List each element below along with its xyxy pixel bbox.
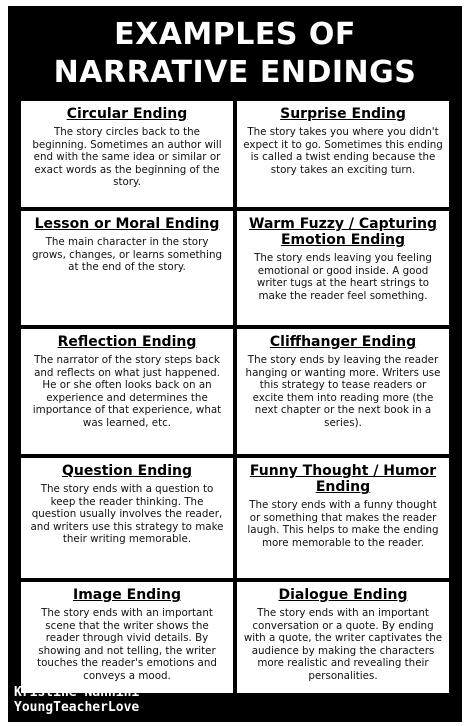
- author-brand: YoungTeacherLove: [14, 700, 140, 715]
- ending-card-image: [21, 582, 233, 693]
- author-credit: [14, 685, 139, 715]
- ending-heading: Cliffhanger Ending: [269, 334, 417, 350]
- ending-heading: Lesson or Moral Ending: [34, 216, 220, 232]
- page-title: [8, 16, 462, 92]
- ending-heading: Reflection Ending: [57, 334, 197, 350]
- ending-description: The story ends by leaving the reader hanging or wanting more. Writers use this strategy to tease readers or excite them into reading more (the next chapter or the next book in a series).: [245, 354, 441, 429]
- endings-grid: [21, 101, 449, 681]
- title-line-1: EXAMPLES OF: [114, 17, 356, 52]
- ending-heading: Dialogue Ending: [278, 587, 408, 603]
- poster: [8, 6, 462, 722]
- ending-card-humor: [237, 458, 449, 578]
- ending-heading: Warm Fuzzy / Capturing Emotion Ending: [249, 216, 437, 248]
- ending-description: The narrator of the story steps back and reflects on what just happened. He or she often looks back on an experience and determines the importance of that experience, what was learned, etc.: [32, 354, 222, 429]
- author-name: Kristine Nannini: [14, 685, 140, 700]
- ending-card-dialogue: [237, 582, 449, 693]
- ending-heading: Image Ending: [73, 587, 181, 603]
- ending-description: The main character in the story grows, changes, or learns something at the end of the story.: [31, 236, 223, 274]
- ending-card-cliffhanger: [237, 329, 449, 454]
- ending-heading: Surprise Ending: [280, 106, 406, 122]
- title-line-2: NARRATIVE ENDINGS: [53, 55, 417, 90]
- ending-card-circular: [21, 101, 233, 207]
- ending-heading: Funny Thought / Humor Ending: [249, 463, 437, 495]
- ending-heading: Circular Ending: [66, 106, 188, 122]
- ending-description: The story ends with a question to keep the reader thinking. The question usually involves the reader, and writers use this strategy to make their writing memorable.: [30, 483, 224, 546]
- ending-card-warm-fuzzy: [237, 211, 449, 325]
- ending-card-reflection: [21, 329, 233, 454]
- ending-description: The story ends with an important conversation or a quote. By ending with a quote, the writer captivates the audience by making the characters more realistic and revealing their personalities.: [243, 607, 443, 682]
- ending-heading: Question Ending: [62, 463, 192, 479]
- ending-card-question: [21, 458, 233, 578]
- ending-description: The story circles back to the beginning. Sometimes an author will end with the same idea or similar or exact words as the beginning of the story.: [32, 126, 222, 189]
- ending-card-surprise: [237, 101, 449, 207]
- ending-description: The story ends with an important scene that the writer shows the reader through vivid details. By showing and not telling, the writer touches the reader's emotions and conveys a mood.: [37, 607, 217, 682]
- ending-description: The story takes you where you didn't expect it to go. Sometimes this ending is called a twist ending because the story takes an exciting turn.: [243, 126, 443, 176]
- ending-description: The story ends leaving you feeling emotional or good inside. A good writer tugs at the heart strings to make the reader feel something.: [254, 252, 432, 302]
- ending-description: The story ends with a funny thought or something that makes the reader laugh. This helps to make the ending more memorable to the reader.: [247, 499, 439, 549]
- ending-card-lesson: [21, 211, 233, 325]
